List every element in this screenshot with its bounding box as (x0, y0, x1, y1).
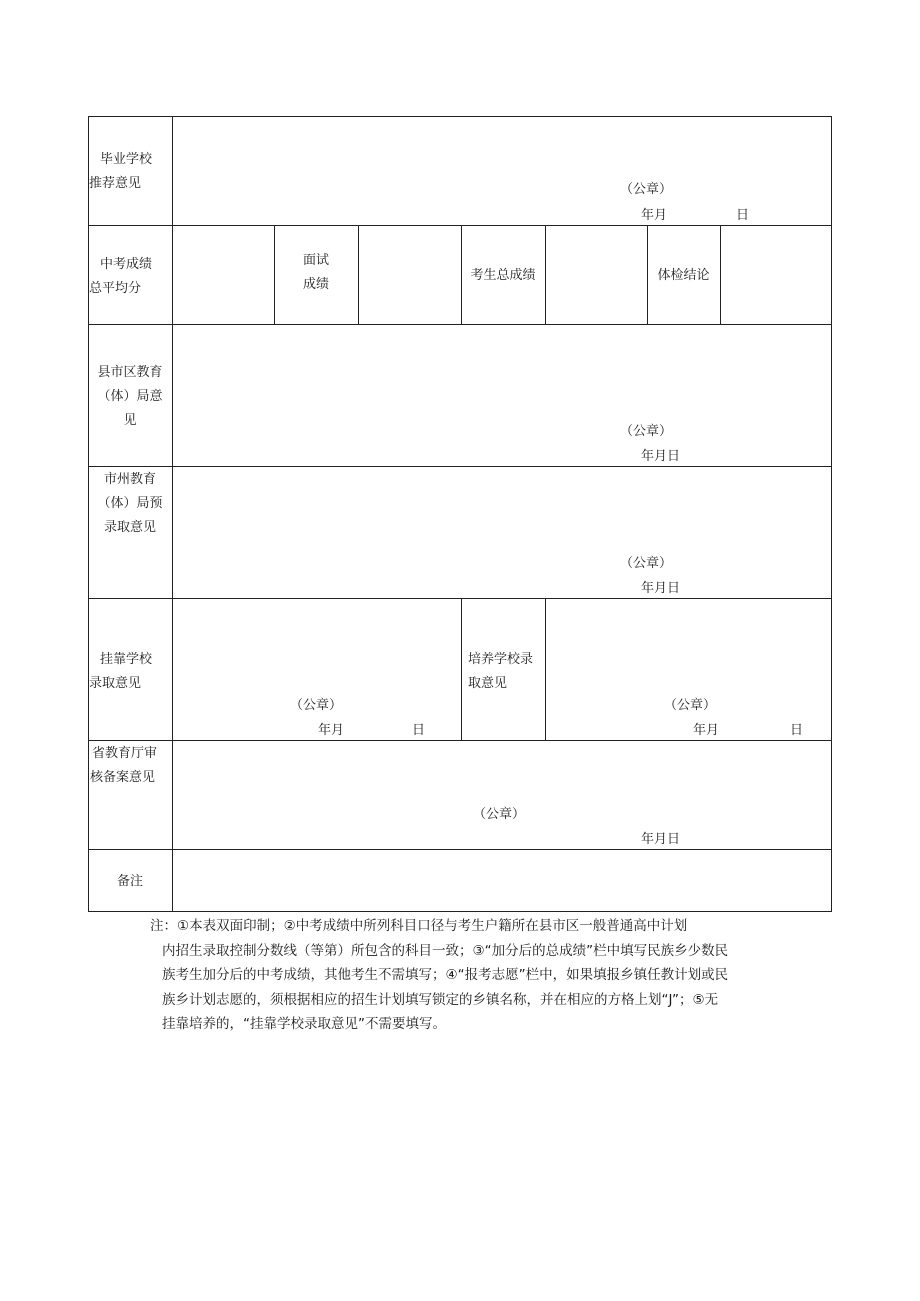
label-column-divider (172, 116, 173, 912)
footnote-line: 内招生录取控制分数线（等第）所包含的科目一致；③“加分后的总成绩”栏中填写民族乡少数民 (162, 942, 729, 959)
province-review-opinion-area[interactable] (174, 742, 829, 848)
label-line: 面试 (302, 253, 329, 268)
admission-form-table (88, 116, 832, 912)
label-line: 培养学校录 (468, 652, 534, 667)
province-review-date: 年月日 (641, 832, 681, 847)
footnote-line: 族考生加分后的中考成绩，其他考生不需填写；④“报考志愿”栏中，如果填报乡镇任教计划或民 (162, 967, 729, 983)
label-line: （体）局意 (97, 389, 163, 404)
footnote-line: 挂靠培养的，“挂靠学校录取意见”不需要填写。 (162, 1016, 446, 1032)
affiliated-school-date-ym: 年月 (318, 723, 345, 738)
column-divider (461, 598, 462, 740)
footnote (150, 914, 810, 1037)
city-bureau-date: 年月日 (641, 581, 681, 596)
label-line: 中考成绩 (100, 257, 153, 272)
label-line: 市州教育 (103, 472, 156, 487)
training-school-seal: （公章） (664, 698, 717, 713)
exam-score-label (89, 253, 153, 301)
label-line: 录取意见 (89, 676, 142, 691)
total-score-cell[interactable] (547, 227, 646, 323)
city-bureau-label (88, 468, 172, 540)
label-line: 县市区教育 (97, 365, 163, 380)
affiliated-school-opinion-area[interactable] (174, 600, 460, 739)
exam-score-cell[interactable] (174, 227, 273, 323)
graduate-school-date-d: 日 (736, 208, 750, 223)
province-review-seal: （公章） (473, 807, 526, 822)
interview-score-cell[interactable] (360, 227, 460, 323)
remarks-cell[interactable] (174, 851, 829, 910)
affiliated-school-date-d: 日 (412, 723, 426, 738)
column-divider (545, 225, 546, 324)
graduate-school-date-ym: 年月 (641, 208, 668, 223)
label-line: （体）局预 (97, 496, 163, 511)
table-border-top (88, 116, 832, 117)
label-line: 取意见 (468, 676, 508, 691)
label-line: 推荐意见 (89, 176, 142, 191)
label-line: 总平均分 (89, 281, 142, 296)
table-border-right (831, 116, 832, 912)
county-bureau-label (88, 361, 172, 433)
label-line: 毕业学校 (100, 152, 153, 167)
remarks-label: 备注 (116, 874, 143, 889)
column-divider (720, 225, 721, 324)
city-bureau-seal: （公章） (620, 556, 673, 571)
table-border-bottom (88, 911, 832, 912)
label-line: 挂靠学校 (100, 652, 153, 667)
column-divider (545, 598, 546, 740)
footnote-line: 族乡计划志愿的，须根据相应的招生计划填写锁定的乡镇名称，并在相应的方格上划“J”；⑤无 (162, 991, 719, 1008)
column-divider (358, 225, 359, 324)
affiliated-school-label (89, 648, 153, 696)
physical-exam-cell[interactable] (722, 227, 830, 323)
row-divider (88, 324, 832, 325)
total-score-label: 考生总成绩 (470, 268, 536, 283)
training-school-opinion-area[interactable] (547, 600, 829, 739)
label-line: 录取意见 (103, 520, 156, 535)
graduate-school-opinion-area[interactable] (174, 118, 829, 224)
label-line: 核备案意见 (90, 770, 156, 785)
city-bureau-opinion-area[interactable] (174, 468, 829, 597)
training-school-date-ym: 年月 (693, 723, 720, 738)
label-line: 成绩 (302, 277, 329, 292)
row-divider (88, 740, 832, 741)
training-school-date-d: 日 (790, 723, 804, 738)
interview-score-label (274, 249, 358, 297)
footnote-line: 注：①本表双面印制；②中考成绩中所列科目口径与考生户籍所在县市区一般普通高中计划 (150, 918, 688, 934)
province-review-label (92, 742, 157, 790)
label-line: 省教育厅审 (92, 746, 158, 761)
row-divider (88, 849, 832, 850)
training-school-label (468, 648, 533, 696)
label-line: 见 (123, 413, 137, 428)
physical-exam-label: 体检结论 (657, 268, 710, 283)
graduate-school-seal: （公章） (620, 182, 673, 197)
affiliated-school-seal: （公章） (290, 698, 343, 713)
row-divider (88, 598, 832, 599)
county-bureau-opinion-area[interactable] (174, 326, 829, 465)
graduate-school-label (89, 148, 153, 196)
row-divider (88, 466, 832, 467)
county-bureau-date: 年月日 (641, 449, 681, 464)
county-bureau-seal: （公章） (620, 424, 673, 439)
